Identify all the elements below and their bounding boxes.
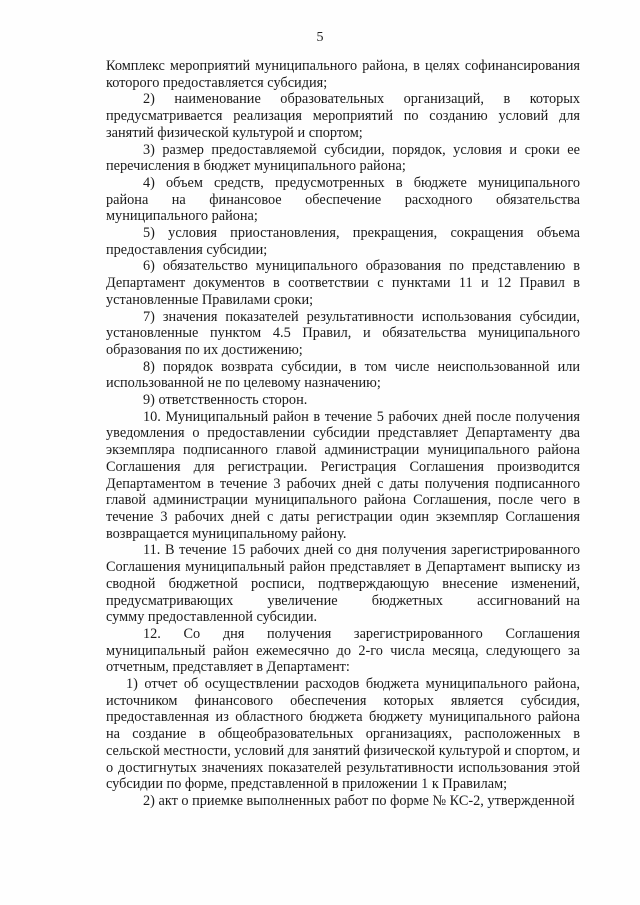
document-body: [106, 58, 580, 810]
page-number: 5: [316, 30, 324, 45]
paragraph: Комплекс мероприятий муниципального района, в целях софинансирования которого предоставляется субсидия;: [106, 58, 580, 91]
paragraph: 1) отчет об осуществлении расходов бюджета муниципального района, источником финансового обеспечения которых является субсидия, предоставленная из областного бюджета бюджету муниципального района на создание в общеобразовательных организациях, расположенных в сельской местности, условий для занятий физической культурой и спортом, и о достигнутых значениях показателей результативности использования этой субсидии по форме, представленной в приложении 1 к Правилам;: [106, 676, 580, 793]
paragraph: 2) наименование образовательных организаций, в которых предусматривается реализация мероприятий по созданию условий для занятий физической культурой и спортом;: [106, 91, 580, 141]
paragraph: 8) порядок возврата субсидии, в том числе неиспользованной или использованной не по целевому назначению;: [106, 358, 580, 392]
paragraph: 4) объем средств, предусмотренных в бюджете муниципального района на финансовое обеспечение расходного обязательства муниципального района;: [106, 174, 580, 225]
paragraph: 12. Со дня получения зарегистрированного Соглашения муниципальный район ежемесячно до 2-го числа месяца, следующего за отчетным, представляет в Департамент:: [106, 625, 580, 676]
paragraph: 11. В течение 15 рабочих дней со дня получения зарегистрированного Соглашения муниципальный район представляет в Департамент выписку из сводной бюджетной росписи, подтверждающую внесение изменений, предусматривающих увеличение бюджетных ассигнований на сумму предоставленной субсидии.: [106, 542, 580, 626]
paragraph: 9) ответственность сторон.: [143, 392, 308, 409]
paragraph: 2) акт о приемке выполненных работ по форме № КС-2, утвержденной: [143, 792, 575, 809]
paragraph: 10. Муниципальный район в течение 5 рабочих дней после получения уведомления о предоставлении субсидии представляет Департаменту два экземпляра подписанного главой администрации муниципального района Соглашения для регистрации. Регистрация Соглашения производится Департаментом в течение 3 рабочих дней с даты получения подписанного главой администрации муниципального района Соглашения, после чего в течение 3 рабочих дней с даты регистрации один экземпляр Соглашения возвращается муниципальному району.: [106, 408, 580, 542]
paragraph: 5) условия приостановления, прекращения, сокращения объема предоставления субсидии;: [106, 225, 580, 258]
paragraph: 3) размер предоставляемой субсидии, порядок, условия и сроки ее перечисления в бюджет муниципального района;: [106, 141, 580, 175]
paragraph: 7) значения показателей результативности использования субсидии, установленные пунктом 4.5 Правил, и обязательства муниципального образования по их достижению;: [106, 308, 580, 358]
paragraph: 6) обязательство муниципального образования по представлению в Департамент документов в соответствии с пунктами 11 и 12 Правил в установленные Правилами сроки;: [106, 258, 580, 308]
